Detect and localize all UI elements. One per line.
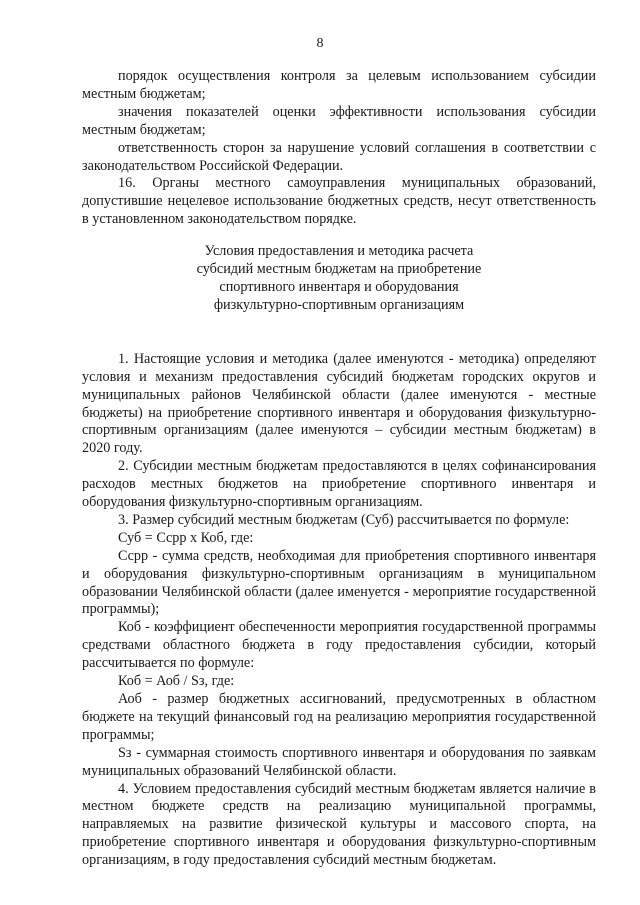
paragraph-1: 1. Настоящие условия и методика (далее именуются - методика) определяют условия и механизм предоставления субсидий бюджетам городских округов и муниципальных районов Челябинской области (далее именуются - местные бюджеты) на приобретение спортивного инвентаря и оборудования физкультурно-спортивным организациям (далее именуются – субсидии местным бюджетам) в 2020 году.: [82, 350, 596, 457]
paragraph-responsibility: ответственность сторон за нарушение условий соглашения в соответствии с законодательством Российской Федерации.: [82, 139, 596, 174]
paragraph-indicator-values: значения показателей оценки эффективности использования субсидии местным бюджетам;: [82, 103, 596, 138]
paragraph-sz-definition: Sз - суммарная стоимость спортивного инвентаря и оборудования по заявкам муниципальных образований Челябинской области.: [82, 744, 596, 779]
paragraph-control-procedure: порядок осуществления контроля за целевым использованием субсидии местным бюджетам;: [82, 68, 596, 102]
paragraph-16: 16. Органы местного самоуправления муниципальных образований, допустившие нецелевое использование бюджетных средств, несут ответственность в установленном законодательством порядке.: [82, 175, 596, 228]
paragraph-2: 2. Субсидии местным бюджетам предоставляются в целях софинансирования расходов местных бюджетов на приобретение спортивного инвентаря и оборудования физкультурно-спортивным организациям.: [82, 458, 596, 511]
paragraph-kob-definition: Коб - коэффициент обеспеченности мероприятия государственной программы средствами областного бюджета в году предоставления субсидии, который рассчитывается по формуле:: [82, 619, 596, 672]
formula-coefficient: Коб = Аоб / Sз, где:: [118, 673, 235, 690]
document-body: [82, 68, 596, 870]
paragraph-aob-definition: Аоб - размер бюджетных ассигнований, предусмотренных в областном бюджете на текущий финансовый год на реализацию мероприятия государственной программы;: [82, 691, 596, 743]
section-heading: [82, 243, 596, 315]
heading-line-4: физкультурно-спортивным организациям: [213, 296, 465, 313]
heading-line-1: Условия предоставления и методика расчета: [204, 243, 474, 260]
section-gap: [82, 315, 596, 351]
paragraph-3: 3. Размер субсидий местным бюджетам (Суб) рассчитывается по формуле:: [118, 511, 570, 528]
paragraph-ssrr-definition: Ссрр - сумма средств, необходимая для приобретения спортивного инвентаря и оборудования физкультурно-спортивным организациям в муниципальном образовании Челябинской области (далее именуется - мероприятие государственной программы);: [82, 547, 596, 618]
formula-subsidy: Суб = Ссрр х Коб, где:: [118, 529, 254, 546]
heading-line-3: спортивного инвентаря и оборудования: [219, 278, 459, 295]
heading-line-2: субсидий местным бюджетам на приобретение: [196, 261, 482, 278]
paragraph-4: 4. Условием предоставления субсидий местным бюджетам является наличие в местном бюджете средств на реализацию муниципальной программы, направляемых на развитие физической культуры и массового спорта, на приобретение спортивного инвентаря и оборудования физкультурно-спортивным организациям, в году предоставления субсидий местным бюджетам.: [82, 780, 596, 869]
page-number: 8: [316, 36, 324, 51]
